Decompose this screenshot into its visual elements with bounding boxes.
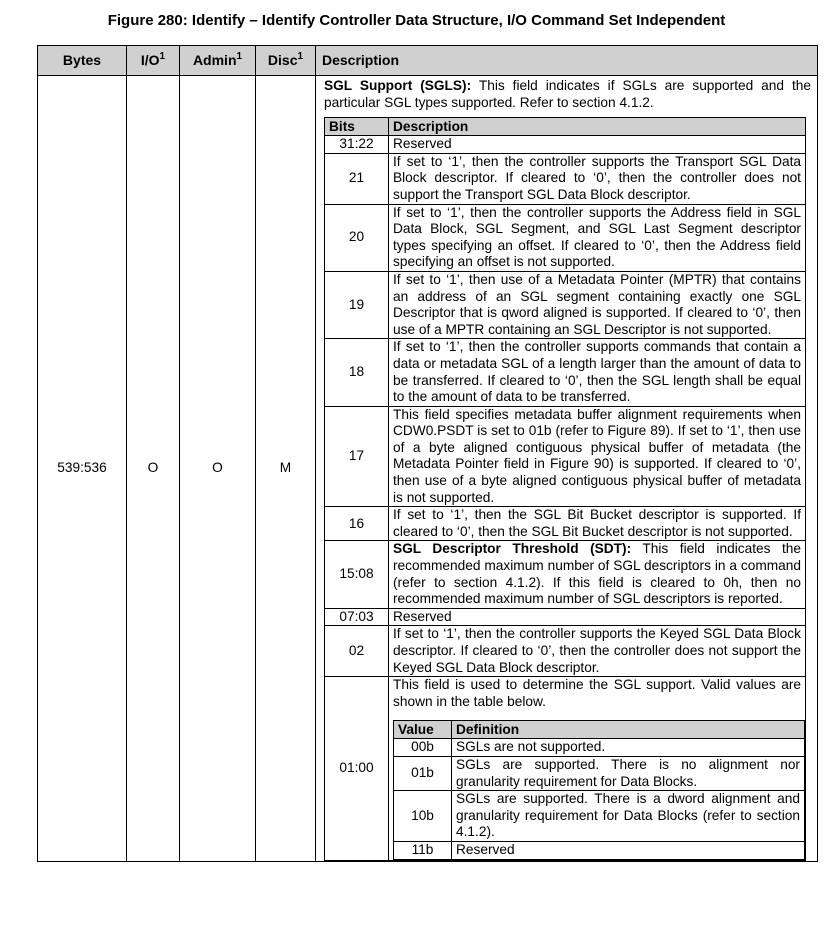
field-text: This field indicates the recommended maximum number of SGL descriptors in a command (refer to section 4.1.2). If this field is cleared to 0h, then no recommended maximum number of SGL descriptors is reported. [393,541,802,607]
bits-description [389,608,806,626]
bits-cell: 19 [325,271,389,338]
bits-cell: 17 [325,406,389,507]
value-row [394,841,805,859]
bits-cell: 01:00 [325,677,389,860]
bits-description-header: Description [389,118,806,136]
sgls-text: This field indicates if SGLs are supported and the particular SGL types supported. Refer to section 4.1.2. [324,78,811,110]
sgls-intro [324,78,811,111]
header-description [316,46,818,76]
bits-table-body [325,136,806,860]
header-disc [256,46,316,76]
field-text: If set to ‘1’, then the controller supports commands that contain a data or metadata SGL of a length larger than the amount of data to be transferred. If cleared to ‘0’, then the SGL length shall be equal to the amount of data to be transferred. [393,339,801,405]
value-row [394,791,805,842]
definition-header: Definition [452,721,805,739]
bits-description [389,339,806,406]
header-bytes-label: Bytes [62,52,102,69]
admin-cell: O [180,76,256,862]
bits-cell: 18 [325,339,389,406]
header-disc-label: Disc [267,52,298,69]
bits-cell: 16 [325,507,389,541]
values-header-row [394,721,805,739]
footnote-mark: 1 [297,50,304,62]
value-cell: 11b [394,841,452,859]
field-text: If set to ‘1’, then use of a Metadata Pointer (MPTR) that contains an address of an SGL segment containing exactly one SGL Descriptor that is qword aligned is supported. If cleared to ‘0’, then use of a MPTR containing an SGL Descriptor is not supported. [393,271,801,337]
value-row [394,739,805,757]
bits-row-15-08 [325,541,806,608]
header-description-label: Description [322,52,400,69]
bits-description [389,204,806,271]
value-cell: 10b [394,791,452,842]
bits-table [324,117,806,860]
definition-cell: Reserved [452,841,805,859]
bits-cell: 31:22 [325,136,389,154]
header-admin [180,46,256,76]
bits-cell: 20 [325,204,389,271]
bits-row-21 [325,153,806,204]
description-cell [316,76,818,862]
value-cell: 00b [394,739,452,757]
bits-row-16 [325,507,806,541]
identify-controller-table [37,45,818,862]
bits-row-19 [325,271,806,338]
bits-row-01-00 [325,677,806,860]
value-row [394,756,805,790]
header-bytes [38,46,127,76]
header-row [38,46,818,76]
bits-row-20 [325,204,806,271]
definition-cell: SGLs are not supported. [452,739,805,757]
bits-cell: 21 [325,153,389,204]
header-io-label: I/O [140,52,160,69]
bits-description [389,626,806,677]
field-text: If set to ‘1’, then the controller supports the Address field in SGL Data Block, SGL Segment, and SGL Last Segment descriptor types specifying an offset. If cleared to ‘0’, then the Address field specifying an offset is not supported. [393,204,801,270]
field-text: Reserved [393,136,452,152]
bits-description [389,153,806,204]
bits-row-07-03 [325,608,806,626]
bytes-cell: 539:536 [38,76,127,862]
figure-title: Figure 280: Identify – Identify Controller Data Structure, I/O Command Set Independent [107,12,726,29]
header-admin-label: Admin [192,52,237,69]
bits-cell: 07:03 [325,608,389,626]
io-cell: O [127,76,180,862]
table-row [38,76,818,862]
bits-row-31-22 [325,136,806,154]
bits-header: Bits [325,118,389,136]
bits-cell: 15:08 [325,541,389,608]
definition-cell: SGLs are supported. There is no alignment nor granularity requirement for Data Blocks. [452,756,805,790]
values-table [393,720,805,859]
field-text: If set to ‘1’, then the controller supports the Transport SGL Data Block descriptor. If cleared to ‘0’, then the controller does not support the Transport SGL Data Block descriptor. [393,153,801,202]
value-cell: 01b [394,756,452,790]
bits-description [389,271,806,338]
bits-description [389,541,806,608]
value-header: Value [394,721,452,739]
bits-description [389,507,806,541]
footnote-mark: 1 [159,50,166,62]
header-io [127,46,180,76]
support-intro: This field is used to determine the SGL support. Valid values are shown in the table below. [393,677,801,709]
disc-cell: M [256,76,316,862]
definition-cell: SGLs are supported. There is a dword alignment and granularity requirement for Data Blocks (refer to section 4.1.2). [452,791,805,842]
bits-row-02 [325,626,806,677]
field-text: If set to ‘1’, then the controller supports the Keyed SGL Data Block descriptor. If cleared to ‘0’, then the controller does not support the Keyed SGL Data Block descriptor. [393,626,801,675]
bits-description [389,136,806,154]
bits-row-17 [325,406,806,507]
bits-cell: 02 [325,626,389,677]
field-text: This field specifies metadata buffer alignment requirements when CDW0.PSDT is set to 01b (refer to Figure 89). If set to ‘1’, then use of a byte aligned contiguous physical buffer of metadata (the Metadata Pointer field in Figure 90) is supported. If cleared to ‘0’, then use of a byte aligned contiguous physical buffer of metadata is not supported. [393,406,801,505]
sgls-label: SGL Support (SGLS): [324,78,472,93]
bits-row-18 [325,339,806,406]
field-label: SGL Descriptor Threshold (SDT): [393,541,632,557]
footnote-mark: 1 [236,50,243,62]
bits-description [389,406,806,507]
field-text: If set to ‘1’, then the SGL Bit Bucket descriptor is supported. If cleared to ‘0’, then the SGL Bit Bucket descriptor is not supported. [393,507,801,539]
bits-header-row [325,118,806,136]
bits-description [389,677,806,860]
field-text: Reserved [393,608,452,624]
